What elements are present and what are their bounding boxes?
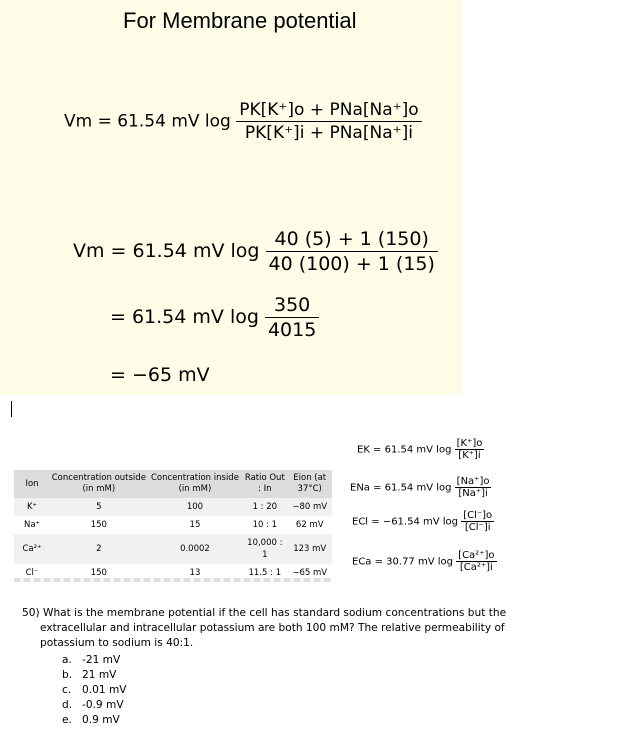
table-cell: −80 mV (287, 498, 332, 516)
simplified-fraction (265, 294, 319, 341)
nernst-denominator: [Na⁺]i (458, 488, 488, 499)
membrane-potential-panel (0, 0, 462, 395)
substituted-fraction (266, 228, 438, 275)
nernst-fraction (455, 476, 492, 499)
result-equation: = −65 mV (110, 364, 210, 386)
answer-options (22, 653, 542, 728)
table-cell: 13 (148, 564, 243, 582)
table-cell: 15 (148, 516, 243, 534)
nernst-denominator: [Ca²⁺]i (459, 562, 493, 573)
nernst-equation-cl (352, 510, 494, 533)
nernst-lhs: EK = 61.54 mV log (357, 444, 452, 456)
table-cell: Na⁺ (14, 516, 50, 534)
ghk-denominator: PK[K⁺]i + PNa[Na⁺]i (244, 123, 413, 143)
table-header-ion: Ion (14, 470, 50, 498)
option-text: -21 mV (82, 654, 121, 666)
simplified-equation-lhs: = 61.54 mV log (110, 306, 259, 328)
table-cell: 5 (50, 498, 148, 516)
table-cell: 62 mV (287, 516, 332, 534)
nernst-numerator: [Cl⁻]o (463, 510, 493, 521)
table-cropped-edge (14, 578, 332, 582)
nernst-numerator: [K⁺]o (456, 438, 483, 449)
question-block (22, 606, 542, 728)
table-header-inside: Concentration inside (in mM) (148, 470, 243, 498)
answer-option[interactable] (62, 653, 542, 668)
ghk-equation-lhs: Vm = 61.54 mV log (64, 111, 231, 132)
option-text: 0.01 mV (82, 684, 127, 696)
question-text: 50) What is the membrane potential if the cell has standard sodium concentrations but the extracellular and intracellular potassium are both 100 mM? The relative permeability of potassium to sodium is 40:1. (22, 607, 507, 649)
substituted-equation (73, 228, 438, 275)
table-cell: 150 (50, 516, 148, 534)
table-header-eion: Eion (at 37°C) (287, 470, 332, 498)
nernst-denominator: [K⁺]i (458, 450, 481, 461)
nernst-denominator: [Cl⁻]i (464, 522, 491, 533)
option-text: 21 mV (82, 669, 117, 681)
nernst-equation-k (357, 438, 484, 461)
ion-concentration-table (14, 470, 332, 582)
nernst-fraction (461, 510, 494, 533)
answer-option[interactable] (62, 683, 542, 698)
nernst-numerator: [Na⁺]o (456, 476, 490, 487)
table-cell: 100 (148, 498, 243, 516)
nernst-lhs: ECl = −61.54 mV log (352, 516, 459, 528)
nernst-lhs: ECa = 30.77 mV log (352, 556, 453, 568)
answer-option[interactable] (62, 713, 542, 728)
table-cell: 10 : 1 (242, 516, 287, 534)
simplified-numerator: 350 (265, 294, 319, 318)
table-cell: K⁺ (14, 498, 50, 516)
option-letter: a. (62, 654, 72, 666)
text-cursor (11, 401, 12, 417)
table-row (14, 534, 332, 564)
ghk-equation (64, 100, 422, 143)
option-letter: b. (62, 669, 73, 681)
table-cell: −65 mV (287, 564, 332, 582)
table-cell: 123 mV (287, 534, 332, 564)
nernst-equation-na (350, 476, 491, 499)
substituted-denominator: 40 (100) + 1 (15) (268, 253, 435, 275)
option-letter: e. (62, 714, 72, 726)
table-cell: 1 : 20 (242, 498, 287, 516)
table-row (14, 498, 332, 516)
substituted-numerator: 40 (5) + 1 (150) (266, 228, 438, 252)
ghk-fraction (236, 100, 421, 143)
nernst-fraction (456, 550, 496, 573)
answer-option[interactable] (62, 668, 542, 683)
table-cell: 10,000 : 1 (242, 534, 287, 564)
nernst-fraction (455, 438, 485, 461)
option-text: -0.9 mV (82, 699, 124, 711)
substituted-equation-lhs: Vm = 61.54 mV log (73, 240, 260, 262)
table-cell: 0.0002 (148, 534, 243, 564)
panel-title: For Membrane potential (123, 8, 357, 33)
table-cell: Ca²⁺ (14, 534, 50, 564)
table-cell: Cl⁻ (14, 564, 50, 582)
table-header-outside: Concentration outside (in mM) (50, 470, 148, 498)
option-letter: d. (62, 699, 73, 711)
table-cell: 150 (50, 564, 148, 582)
table-row (14, 516, 332, 534)
ghk-numerator: PK[K⁺]o + PNa[Na⁺]o (236, 100, 421, 122)
table-header-row (14, 470, 332, 498)
table-header-ratio: Ratio Out : In (242, 470, 287, 498)
table-cell: 11.5 : 1 (242, 564, 287, 582)
table-cell: 2 (50, 534, 148, 564)
nernst-lhs: ENa = 61.54 mV log (350, 482, 452, 494)
answer-option[interactable] (62, 698, 542, 713)
simplified-denominator: 4015 (267, 319, 317, 341)
nernst-equation-ca (352, 550, 497, 573)
nernst-numerator: [Ca²⁺]o (458, 550, 495, 561)
simplified-equation (110, 294, 319, 341)
option-text: 0.9 mV (82, 714, 120, 726)
option-letter: c. (62, 684, 72, 696)
